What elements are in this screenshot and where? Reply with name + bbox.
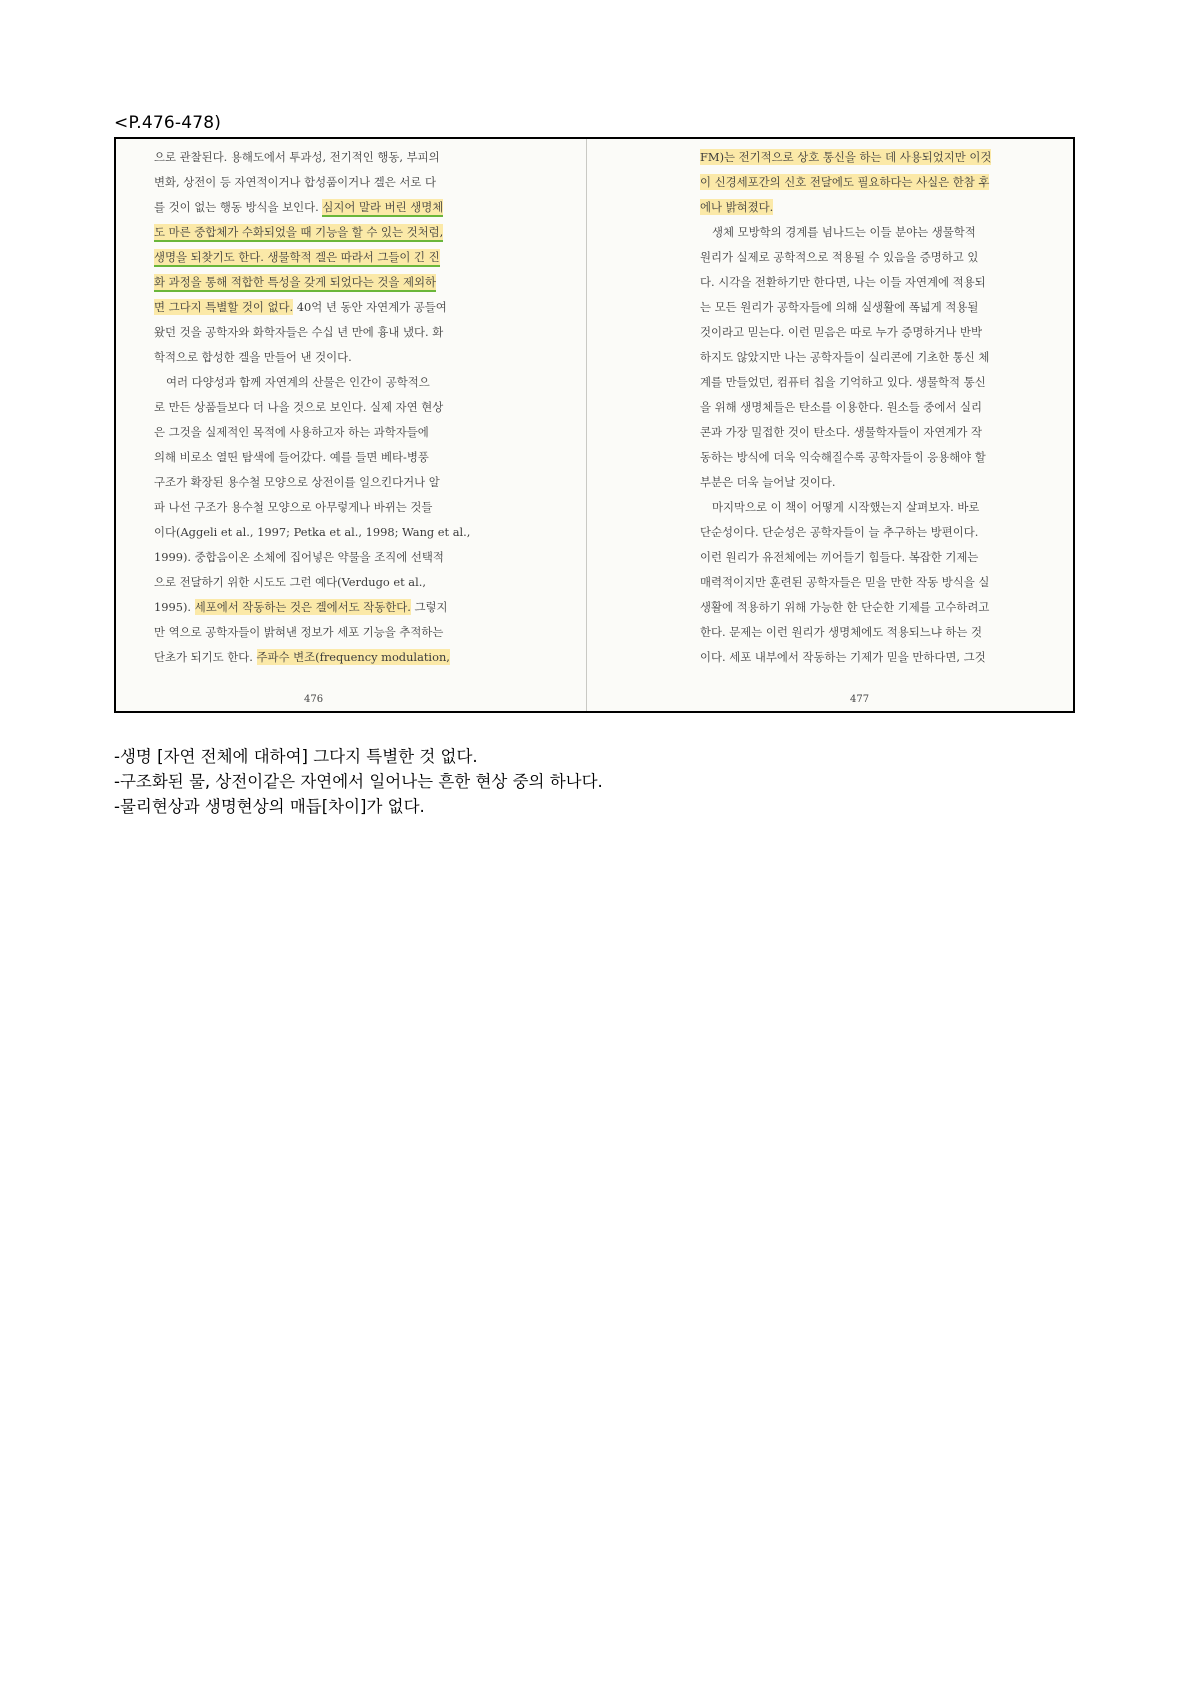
highlighted-text: 면 그다지 특별할 것이 없다. <box>154 300 294 314</box>
text-line <box>700 495 1023 520</box>
text-line <box>700 620 1023 645</box>
text-segment: 왔던 것을 공학자와 화학자들은 수십 년 만에 흉내 냈다. 화 <box>154 325 444 339</box>
book-scan <box>114 137 1075 713</box>
highlighted-underlined-text: 심지어 말라 버린 생명체 <box>322 199 443 217</box>
text-line <box>154 170 518 195</box>
text-line <box>700 345 1023 370</box>
text-segment: 로 만든 상품들보다 더 나을 것으로 보인다. 실제 자연 현상 <box>154 400 444 414</box>
text-line <box>700 570 1023 595</box>
text-line <box>154 370 518 395</box>
text-line <box>154 520 518 545</box>
text-segment: 생활에 적용하기 위해 가능한 한 단순한 기제를 고수하려고 <box>700 600 990 614</box>
text-line <box>700 170 1023 195</box>
text-segment: 파 나선 구조가 용수철 모양으로 아무렇게나 바뀌는 것들 <box>154 500 433 514</box>
text-segment: 으로 관찰된다. 용해도에서 투과성, 전기적인 행동, 부피의 <box>154 150 440 164</box>
text-segment: 는 모든 원리가 공학자들에 의해 실생활에 폭넓게 적용될 <box>700 300 979 314</box>
text-line <box>154 420 518 445</box>
text-line <box>154 570 518 595</box>
text-segment: 으로 전달하기 위한 시도도 그런 예다(Verdugo et al., <box>154 575 426 589</box>
text-line <box>154 195 518 220</box>
highlighted-underlined-text: 도 마른 중합체가 수화되었을 때 기능을 할 수 있는 것처럼, <box>154 224 443 242</box>
text-segment: 동하는 방식에 더욱 익숙해질수록 공학자들이 응용해야 할 <box>700 450 986 464</box>
text-line <box>154 245 518 270</box>
text-line <box>154 595 518 620</box>
text-line <box>700 545 1023 570</box>
text-line <box>700 470 1023 495</box>
text-segment: 계를 만들었던, 컴퓨터 칩을 기억하고 있다. 생물학적 통신 <box>700 375 986 389</box>
text-line <box>700 395 1023 420</box>
text-segment: 이다. 세포 내부에서 작동하는 기제가 믿을 만하다면, 그것 <box>700 650 986 664</box>
highlighted-text: 세포에서 작동하는 것은 겔에서도 작동한다. <box>194 600 411 614</box>
text-segment: 원리가 실제로 공학적으로 적용될 수 있음을 증명하고 있 <box>700 250 979 264</box>
text-segment: 매력적이지만 훈련된 공학자들은 믿을 만한 작동 방식을 실 <box>700 575 990 589</box>
text-line <box>700 320 1023 345</box>
text-line <box>154 645 518 670</box>
text-segment: 1999). 중합음이온 소체에 집어넣은 약물을 조직에 선택적 <box>154 550 444 564</box>
note-item: -물리현상과 생명현상의 매듭[차이]가 없다. <box>114 797 425 816</box>
text-line <box>154 545 518 570</box>
highlighted-underlined-text: 생명을 되찾기도 한다. 생물학적 겔은 따라서 그들이 긴 진 <box>154 249 440 267</box>
right-page-text <box>700 145 1023 670</box>
text-line <box>700 295 1023 320</box>
highlighted-underlined-text: 화 과정을 통해 적합한 특성을 갖게 되었다는 것을 제외하 <box>154 274 436 292</box>
text-segment: 마지막으로 이 책이 어떻게 시작했는지 살펴보자. 바로 <box>712 500 980 514</box>
text-line <box>700 195 1023 220</box>
highlighted-text: 주파수 변조(frequency modulation, <box>256 650 450 664</box>
text-segment: 것이라고 믿는다. 이런 믿음은 따로 누가 증명하거나 반박 <box>700 325 983 339</box>
text-line <box>154 220 518 245</box>
notes-list <box>114 744 603 819</box>
text-line <box>700 145 1023 170</box>
text-segment: 여러 다양성과 함께 자연계의 산물은 인간이 공학적으 <box>166 375 430 389</box>
text-segment: 구조가 확장된 용수철 모양으로 상전이를 일으킨다거나 알 <box>154 475 440 489</box>
text-segment: 부분은 더욱 늘어날 것이다. <box>700 475 836 489</box>
text-segment: 생체 모방학의 경계를 넘나드는 이들 분야는 생물학적 <box>712 225 976 239</box>
text-segment: 이런 원리가 유전체에는 끼어들기 힘들다. 복잡한 기제는 <box>700 550 979 564</box>
text-line <box>154 270 518 295</box>
text-segment: 단순성이다. 단순성은 공학자들이 늘 추구하는 방편이다. <box>700 525 979 539</box>
text-line <box>700 445 1023 470</box>
text-segment: 을 위해 생명체들은 탄소를 이용한다. 원소들 중에서 실리 <box>700 400 983 414</box>
text-segment: 만 역으로 공학자들이 밝혀낸 정보가 세포 기능을 추적하는 <box>154 625 444 639</box>
text-line <box>154 295 518 320</box>
highlighted-text: 이 신경세포간의 신호 전달에도 필요하다는 사실은 한참 후 <box>700 175 990 189</box>
text-line <box>700 220 1023 245</box>
text-line <box>700 595 1023 620</box>
text-segment: 변화, 상전이 등 자연적이거나 합성품이거나 겔은 서로 다 <box>154 175 437 189</box>
page-range-label: <P.476-478) <box>114 113 222 133</box>
text-segment: 40억 년 동안 자연계가 공들여 <box>293 300 447 314</box>
left-page-number: 476 <box>304 694 324 705</box>
text-line <box>700 520 1023 545</box>
text-line <box>154 395 518 420</box>
text-line <box>154 145 518 170</box>
left-page-text <box>154 145 518 670</box>
text-segment: 한다. 문제는 이런 원리가 생명체에도 적용되느냐 하는 것 <box>700 625 983 639</box>
text-line <box>700 270 1023 295</box>
text-line <box>154 445 518 470</box>
text-segment: 콘과 가장 밀접한 것이 탄소다. 생물학자들이 자연계가 작 <box>700 425 983 439</box>
text-line <box>700 245 1023 270</box>
text-segment: 은 그것을 실제적인 목적에 사용하고자 하는 과학자들에 <box>154 425 429 439</box>
text-segment: 학적으로 합성한 겔을 만들어 낸 것이다. <box>154 350 352 364</box>
text-line <box>154 345 518 370</box>
book-gutter <box>586 139 587 711</box>
text-segment: 이다(Aggeli et al., 1997; Petka et al., 1998; Wang et al., <box>154 525 471 539</box>
note-item: -구조화된 물, 상전이같은 자연에서 일어나는 흔한 현상 중의 하나다. <box>114 772 603 791</box>
highlighted-text: 에나 밝혀졌다. <box>700 200 774 214</box>
right-page-number: 477 <box>850 694 870 705</box>
text-line <box>700 645 1023 670</box>
text-line <box>700 370 1023 395</box>
text-segment: 단초가 되기도 한다. <box>154 650 257 664</box>
text-line <box>154 620 518 645</box>
text-segment: 를 것이 없는 행동 방식을 보인다. <box>154 200 323 214</box>
text-segment: 1995). <box>154 600 195 614</box>
text-line <box>700 420 1023 445</box>
note-item: -생명 [자연 전체에 대하여] 그다지 특별한 것 없다. <box>114 747 478 766</box>
text-segment: 하지도 않았지만 나는 공학자들이 실리콘에 기초한 통신 체 <box>700 350 990 364</box>
highlighted-text: FM)는 전기적으로 상호 통신을 하는 데 사용되었지만 이것 <box>700 150 992 164</box>
text-segment: 의해 비로소 열띤 탐색에 들어갔다. 예를 들면 베타-병풍 <box>154 450 429 464</box>
text-line <box>154 320 518 345</box>
text-line <box>154 470 518 495</box>
text-line <box>154 495 518 520</box>
text-segment: 다. 시각을 전환하기만 한다면, 나는 이들 자연계에 적용되 <box>700 275 986 289</box>
text-segment: 그렇지 <box>410 600 448 614</box>
